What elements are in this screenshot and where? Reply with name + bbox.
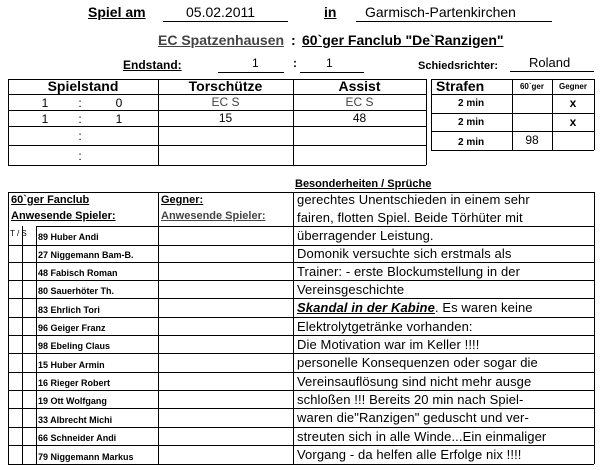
opponent-players-label: Anwesende Spieler: [161,210,266,222]
assist-header: Assist [338,78,381,94]
score-row-scorer: EC S [211,95,240,109]
score-row-colon: : [78,96,82,110]
note-line: Elektrolytgetränke vorhanden: [297,319,473,334]
penalty-col-theirs: Gegner [558,82,587,91]
note-line: streuten sich in alle Winde...Ein einmaliger [297,429,547,444]
roster-col-opponent [158,192,159,464]
roster-col-notes [293,192,294,464]
player-name: 98 Ebeling Claus [38,341,111,351]
score-row-line-3 [8,145,426,146]
score-row-away: 0 [115,96,123,110]
roster-line [36,226,594,227]
roster-col-ts [22,226,23,464]
opponent-label: Gegner: [161,194,204,206]
scandal-rest: . Es waren keine [434,300,533,315]
score-row-colon: : [78,112,82,126]
penalty-player-ours: 98 [525,133,539,147]
roster-line [8,427,594,428]
score-row-assist: EC S [345,95,374,109]
score-row-scorer: 15 [218,111,233,125]
roster-bottom [8,464,594,465]
player-name: 15 Huber Armin [38,360,105,370]
penalty-time: 2 min [458,98,485,109]
final-score-home: 1 [252,56,259,70]
penalty-mark-theirs: x [569,96,577,110]
score-table-bottom [8,165,426,166]
endstand-label: Endstand: [123,58,182,72]
roster-line [8,280,594,281]
note-line: Vorgang - da helfen alle Erfolge nix !!!! [297,447,522,462]
spielstand-header: Spielstand [47,78,119,94]
date-underline [163,21,288,22]
player-name: 33 Albrecht Michi [38,415,113,425]
note-line: fairen, flotten Spiel. Beide Törhüter mit [297,210,523,225]
roster-line [8,262,594,263]
scandal-highlight: Skandal in der Kabine [297,300,435,315]
penalty-col-ours: 60`ger [519,82,544,91]
roster-col-ts2 [36,226,37,464]
referee-name: Roland [529,55,571,70]
away-team: 60`ger Fanclub "De`Ranzigen" [302,32,504,48]
note-line: Domonik versuchte sich erstmals als [297,246,512,261]
note-line: Vereinsgeschichte [297,282,405,297]
roster-line [8,372,594,373]
roster-line [8,317,594,318]
note-line: Vereinsauflösung sind nicht mehr ausge [297,374,532,389]
player-name: 48 Fabisch Roman [38,268,118,278]
note-line: Die Motivation war im Keller !!!! [297,337,480,352]
referee-underline [510,71,594,72]
player-name: 89 Huber Andi [38,232,99,242]
referee-label: Schiedsrichter: [418,60,499,72]
match-date: 05.02.2011 [186,4,256,20]
penalty-time: 2 min [458,117,485,128]
roster-line [8,408,594,409]
final-score-colon: : [293,56,297,70]
ts-label: T / S [10,229,27,238]
note-line: waren die"Ranzigen" geduscht und ver- [297,410,529,425]
player-name: 16 Rieger Robert [38,378,111,388]
roster-line [8,298,594,299]
roster-right [594,192,595,464]
player-name: 27 Niggemann Bam-B. [38,250,134,260]
roster-line [8,353,594,354]
home-team: EC Spatzenhausen [158,32,285,48]
torschuetze-header: Torschütze [188,78,263,94]
team-separator: : [291,32,296,48]
location-underline [356,21,552,22]
score-row-away: 1 [115,112,123,126]
roster-line [8,335,594,336]
players-label: Anwesende Spieler: [11,210,116,222]
note-line: personelle Konsequenzen oder sogar die [297,355,538,370]
player-name: 79 Niggemann Markus [38,452,134,462]
penalty-table-right [594,79,595,150]
score-row-assist: 48 [352,111,367,125]
player-name: 19 Ott Wolfgang [38,396,107,406]
strafen-header: Strafen [436,78,485,94]
roster-line [8,445,594,446]
player-name: 66 Schneider Andi [38,433,117,443]
spiel-label: Spiel am [88,4,146,20]
note-line: überragender Leistung. [297,228,434,243]
score-row-line-2 [8,126,426,127]
in-label: in [324,4,337,20]
penalty-table-left [431,79,432,150]
final-score-away: 1 [326,56,333,70]
penalty-time: 2 min [458,137,485,148]
score-table-right [426,79,427,165]
note-line [297,300,533,315]
score-home-underline [218,72,284,73]
penalty-mark-theirs: x [569,115,577,129]
note-line: Trainer: - erste Blockumstellung in der [297,264,521,279]
roster-line [8,390,594,391]
player-name: 96 Geiger Franz [38,323,106,333]
notes-header: Besonderheiten / Sprüche [295,178,432,190]
score-row-home: 1 [41,96,49,110]
player-name: 83 Ehrlich Tori [38,305,100,315]
score-row-colon: : [78,149,82,163]
team-label: 60`ger Fanclub [11,194,90,206]
note-line: gerechtes Unentschieden in einem sehr [297,192,530,207]
match-location: Garmisch-Partenkirchen [365,4,516,20]
score-row-home: 1 [41,112,49,126]
roster-left [8,192,9,464]
score-away-underline [300,72,364,73]
penalty-table-bottom [431,150,594,151]
note-line: schloßen !!! Bereits 20 min nach Spiel- [297,392,524,407]
player-name: 80 Sauerhöter Th. [38,286,115,296]
score-row-colon: : [78,129,82,143]
